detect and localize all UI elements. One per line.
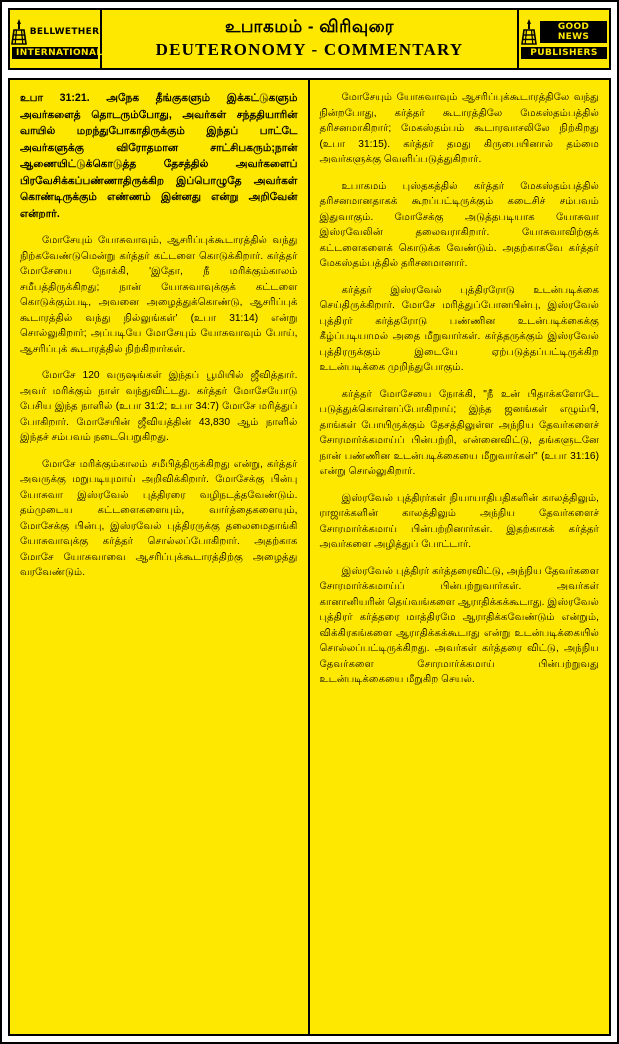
left-column: [10, 80, 310, 1034]
commentary-paragraph: இஸ்ரவேல் புத்திரர்கள் நியாயாதிபதிகளின் காலத்திலும், ராஜாக்களின் காலத்திலும் அந்நிய தேவர்களைச் சோரமார்க்கமாய் பின்பற்றினார்கள். இதற்காகக் கர்த்தர் அவர்களை அழித்துப் போட்டார்.: [319, 492, 599, 550]
publisher-logo-left: [10, 10, 102, 68]
commentary-paragraph: மோசேயும் யோசுவாவும் ஆசரிப்புக்கூடாரத்திலே வந்து நின்றபோது, கர்த்தர் கூடாரத்திலே மேகஸ்தம்பத்தில் தரிசனமாகிறார்; மேகஸ்தம்பம் கூடாரவாசலிலே நிற்கிறது (உபா 31:15). கர்த்தர் தமது கிருபையினால் தம்மை அவர்களுக்கு வெளிப்படுத்துகிறார்.: [319, 92, 599, 165]
commentary-paragraph: இஸ்ரவேல் புத்திரர் கர்த்தரைவிட்டு, அந்நிய தேவர்களை சோரமார்க்கமாய்ப் பின்பற்றுவார்கள். அவர்கள் கானானியரின் தெய்வங்களை ஆராதிக்கக்கூடாது. இஸ்ரவேல் புத்திரர் கர்த்தரை மாத்திரமே ஆராதிக்கவேண்டும் என்றும், விக்கிரகங்களை ஆராதிக்கக்கூடாது என்று உடன்படிக்கையில் சொல்லப்பட்டிருக்கிறது. அவர்கள் கர்த்தரை விட்டு, அந்நிய தேவர்களை சோரமார்க்கமாய் பின்பற்றுவது உடன்படிக்கையை மீறுகிற செயல்.: [319, 565, 599, 685]
tower-icon: [521, 19, 537, 45]
right-column: [310, 80, 610, 1034]
tower-icon-svg: [521, 19, 537, 45]
tower-icon: [11, 19, 27, 45]
verse-heading-paragraph: உபா 31:21. அநேக தீங்குகளும் இக்கட்டுகளும் அவர்களைத் தொடரும்போது, அவர்கள் சந்ததியாரின் வாயில் மறந்துபோகாதிருக்கும் இந்தப் பாட்டே அவர்களுக்கு விரோதமான சாட்சிபகரும்;நான் ஆணையிட்டுக்கொடுத்த தேசத்தில் அவர்களைப் பிரவேசிக்கப்பண்ணாதிருக்கிற இப்பொழுதே அவர்கள் கொண்டிருக்கும் எண்ணம் இன்னது என்று அறிவேன் என்றார்.: [20, 92, 298, 220]
commentary-paragraph: உபாகமம் புஸ்தகத்தில் கர்த்தர் மேகஸ்தம்பத்தில் தரிசனமானதாகக் கூறப்பட்டிருக்கும் கடைசிச் சம்பவம் இதுவாகும். மோசேக்கு அடுத்தபடியாக யோசுவா இஸ்ரவேலின் தலைவராகிறார். யோசுவாவிற்குக் கட்டளைகளைக் கொடுக்க வேண்டும். அதற்காகவே கர்த்தர் மேகஸ்தம்பத்தில் தரிசனமானார்.: [319, 180, 599, 269]
logo-right-band: PUBLISHERS: [521, 47, 607, 59]
page-title-english: DEUTERONOMY - COMMENTARY: [155, 40, 464, 59]
commentary-paragraph: மோசேயும் யோசுவாவும், ஆசரிப்புக்கூடாரத்தில் வந்து நிற்கவேண்டுமென்று கர்த்தர் கட்டளை கொடுக்கிறார். கர்த்தர் மோசேயை நோக்கி, 'இதோ, நீ மரிக்கும்காலம் சமீபத்திருக்கிறது; நான் யோசுவாவுக்குக் கட்டளை கொடுக்கும்படி, அவனை அழைத்துக்கொண்டு, ஆசரிப்புக் கூடாரத்தில் வந்து நில்லுங்கள்' (உபா 31:14) என்று சொல்லுகிறார்; அப்படியே மோசேயும் யோசுவாவும் போய், ஆசரிப்புக் கூடாரத்தில் நிற்கிறார்கள்.: [20, 235, 298, 355]
publisher-logo-right: [517, 10, 609, 68]
commentary-paragraph: மோசே மரிக்கும்காலம் சமீபித்திருக்கிறது என்று, கர்த்தர் அவருக்கு மறுபடியுமாய் அறிவிக்கிறார். மோசேக்கு பின்பு யோசுவா இஸ்ரவேல் புத்திரரை வழிநடத்தவேண்டும். தம்முடைய கட்டளைகளையும், வார்த்தைகளையும், மோசேக்கு பின்பு, இஸ்ரவேல் புத்திரருக்கு தலைமைதாங்கி யோசுவாவுக்கு கர்த்தர் சொல்லப்போகிறார். அதற்காக மோசே யோசுவாவை ஆசரிப்புக்கூடாரத்திற்கு அழைத்து வரவேண்டும்.: [20, 458, 298, 578]
header-title-block: [102, 10, 517, 68]
page-title-tamil: உபாகமம் - விரிவுரை: [224, 17, 394, 36]
logo-left-row: [12, 19, 98, 45]
page-header: [8, 8, 611, 70]
commentary-paragraph: மோசே 120 வருஷங்கள் இந்தப் பூமியில் ஜீவித்தார். அவர் மரிக்கும் நாள் வந்துவிட்டது. கர்த்தர் மோசேயோடு பேசிய இந்த நாளில் (உபா 31:2; உபா 34:7) மோசே மரித்துப் போகிறார். மோசேயின் ஜீவியத்தின் 43,830 ஆம் நாளில் இந்தச் சம்பவம் நடைபெறுகிறது.: [20, 370, 298, 443]
logo-right-row: [521, 19, 607, 45]
logo-right-name: GOOD NEWS: [540, 21, 607, 43]
commentary-paragraph: கர்த்தர் இஸ்ரவேல் புத்திரரோடு உடன்படிக்கை செய்திருக்கிறார். மோசே மரித்துப்போனபின்பு, இஸ்ரவேல் புத்திரர் கர்த்தரோடு பண்ணின உடன்படிக்கைக்கு கீழ்ப்படியாமல் அதை மீறுவார்கள். கர்த்தருக்கும் இஸ்ரவேல் புத்திரருக்கும் இடையே ஏற்படுத்தப்பட்டிருக்கிற உடன்படிக்கை முறிந்துபோகும்.: [319, 284, 599, 373]
logo-left-name: BELLWETHER: [29, 26, 100, 37]
commentary-paragraph: கர்த்தர் மோசேயை நோக்கி, "நீ உன் பிதாக்களோடே படுத்துக்கொள்ளப்போகிறாய்; இந்த ஜனங்கள் எழும்பி, தாங்கள் போயிருக்கும் தேசத்திலுள்ள அந்நிய தேவர்களைச் சோரமார்க்கமாய்ப் பின்பற்றி, என்னைவிட்டு, தங்களுடனே நான் பண்ணின உடன்படிக்கையை மீறுவார்கள்" (உபா 31:16) என்று சொல்லுகிறார்.: [319, 388, 599, 477]
commentary-body: [8, 78, 611, 1036]
tower-icon-svg: [11, 19, 27, 45]
logo-left-band: INTERNATIONAL: [12, 47, 98, 59]
